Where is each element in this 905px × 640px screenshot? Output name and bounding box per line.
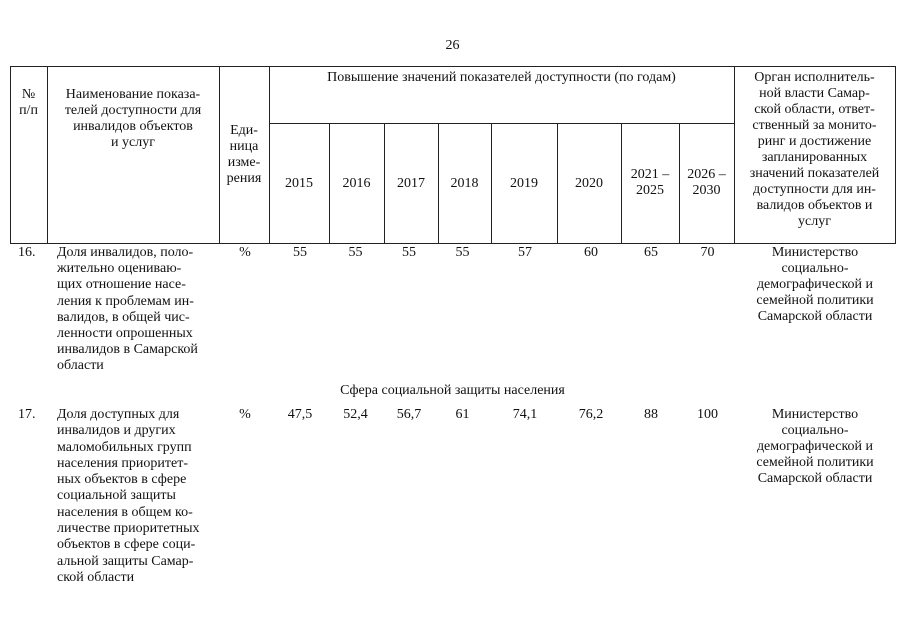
value-2017: 55 (402, 245, 416, 260)
value-2020: 76,2 (578, 407, 604, 422)
value-2016: 52,4 (343, 407, 368, 422)
header-unit: Еди- ница изме- рения (226, 123, 262, 186)
header-num: № п/п (19, 87, 38, 118)
row-number: 16. (18, 245, 36, 260)
header-year-2026-2030: 2026 – 2030 (687, 167, 726, 198)
value-2020: 60 (584, 245, 598, 260)
value-2016: 55 (348, 245, 363, 260)
value-2021-2025: 88 (644, 407, 658, 422)
value-2026-2030: 70 (700, 245, 715, 260)
header-year-2017: 2017 (397, 176, 425, 191)
value-2021-2025: 65 (644, 245, 658, 260)
header-year-2019: 2019 (510, 176, 538, 191)
value-2019: 57 (518, 245, 532, 260)
header-group: Повышение значений показателей доступности (по годам) (327, 70, 676, 85)
responsible-organ: Министерство социально- демографической и семейной политики Самарской области (756, 407, 874, 486)
page-number: 26 (445, 38, 460, 53)
header-organ: Орган исполнитель- ной власти Самар- ской области, ответ- ственный за монито- ринг и достижение запланированных значений показателей доступности для ин- валидов объектов и услуг (749, 70, 880, 229)
table-header (10, 66, 896, 244)
value-2018: 61 (455, 407, 470, 422)
value-2017: 56,7 (396, 407, 422, 422)
unit: % (239, 245, 251, 260)
section-title: Сфера социальной защиты населения (340, 383, 565, 398)
value-2026-2030: 100 (697, 407, 718, 422)
indicator-name: Доля инвалидов, поло- жительно оцениваю- щих отношение насе- ления к проблемам ин- валидов, в общей чис- ленности опрошенных инвалидов в Самарской области (57, 245, 198, 374)
header-year-2016: 2016 (342, 176, 371, 191)
value-2018: 55 (455, 245, 470, 260)
col-border (895, 67, 896, 243)
responsible-organ: Министерство социально- демографической и семейной политики Самарской области (756, 245, 874, 324)
unit: % (239, 407, 251, 422)
indicator-name: Доля доступных для инвалидов и других маломобильных групп населения приоритет- ных объектов в сфере социальной защиты населения в общем ко- личестве приоритетных объектов в сфере соци- альной защиты Самар- ской области (57, 407, 200, 585)
value-2015: 47,5 (287, 407, 313, 422)
header-name: Наименование показа- телей доступности для инвалидов объектов и услуг (64, 87, 202, 150)
group-divider (269, 123, 734, 124)
header-year-2020: 2020 (575, 176, 603, 191)
value-2019: 74,1 (512, 407, 538, 422)
header-year-2015: 2015 (285, 176, 313, 191)
col-border (269, 67, 270, 243)
header-year-2021-2025: 2021 – 2025 (630, 167, 670, 198)
value-2015: 55 (293, 245, 307, 260)
row-number: 17. (18, 407, 36, 422)
header-year-2018: 2018 (450, 176, 479, 191)
